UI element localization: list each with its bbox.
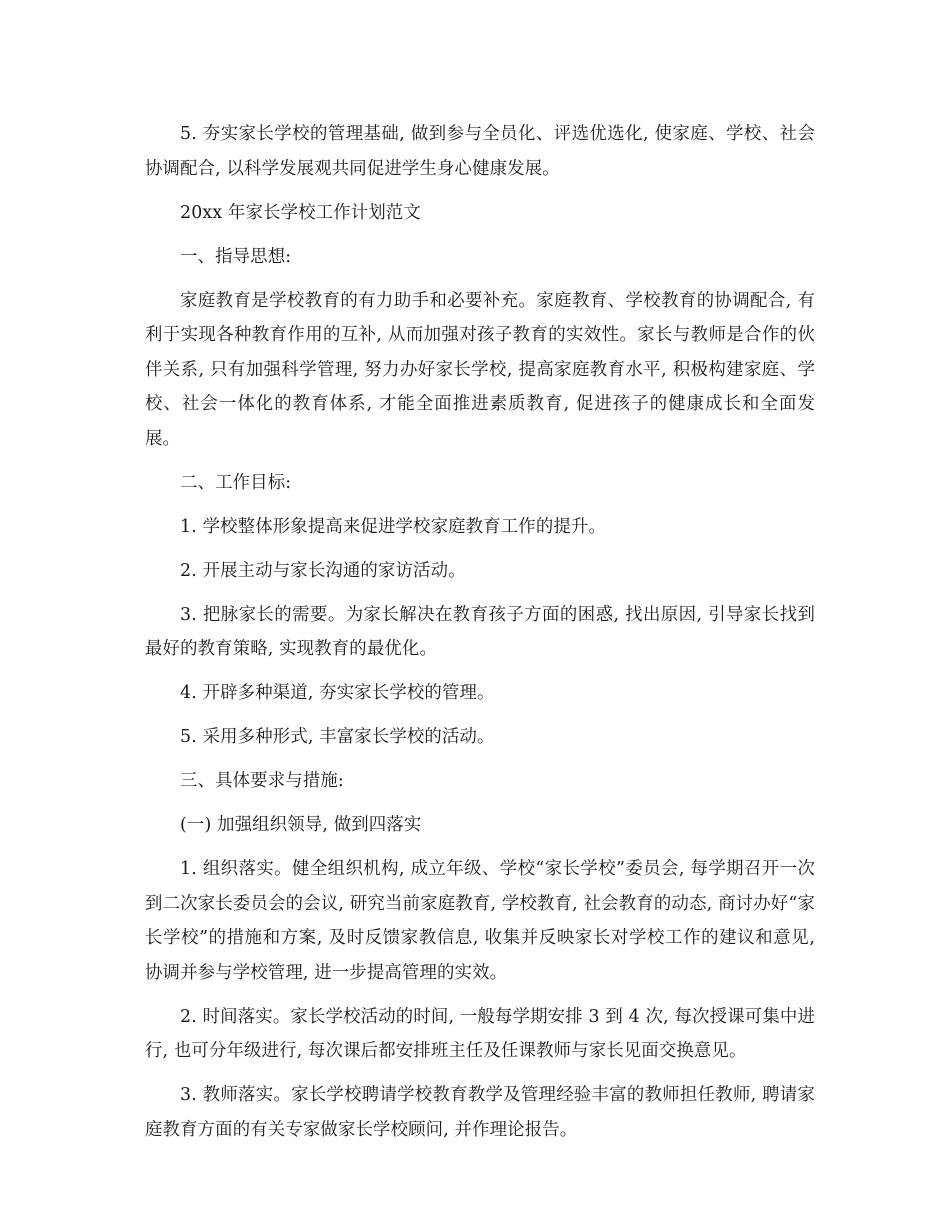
goal-item-2: 2. 开展主动与家长沟通的家访活动。 [180,560,466,581]
goal-item-5: 5. 采用多种形式, 丰富家长学校的活动。 [180,727,495,747]
section-heading-work-goals: 二、工作目标: [180,472,292,493]
paragraph-guiding-ideology: 家庭教育是学校教育的有力助手和必要补充。家庭教育、学校教育的协调配合, 有利于实现各种教育作用的互补, 从而加强对孩子教育的实效性。家长与教师是合作的伙伴关系, 只有加强科学管理, 努力办好家长学校, 提高家庭教育水平, 积极构建家庭、学校、社会一体化的教育体系, 才能全面推进素质教育, 促进孩子的健康成长和全面发展。 [145,290,815,449]
measure-item-1: 1. 组织落实。健全组织机构, 成立年级、学校“家长学校”委员会, 每学期召开一次到二次家长委员会的会议, 研究当前家庭教育, 学校教育, 社会教育的动态, 商讨办好“家长学校”的措施和方案, 及时反馈家教信息, 收集并反映家长对学校工作的建议和意见, 协调并参与学校管理, 进一步提高管理的实效。 [145,859,815,983]
section-heading-requirements: 三、具体要求与措施: [180,771,344,791]
document-title: 20xx 年家长学校工作计划范文 [180,202,421,223]
goal-item-3: 3. 把脉家长的需要。为家长解决在教育孩子方面的困惑, 找出原因, 引导家长找到最好的教育策略, 实现教育的最优化。 [145,604,815,659]
goal-item-4: 4. 开辟多种渠道, 夯实家长学校的管理。 [180,683,495,703]
goal-item-1: 1. 学校整体形象提高来促进学校家庭教育工作的提升。 [180,516,607,537]
paragraph-item-1: 5. 夯实家长学校的管理基础, 做到参与全员化、评选优选化, 使家庭、学校、社会协调配合, 以科学发展观共同促进学生身心健康发展。 [145,124,815,179]
subsection-heading-organization: (一) 加强组织领导, 做到四落实 [180,815,422,835]
document-page [145,117,815,1157]
section-heading-guiding-ideology: 一、指导思想: [180,246,292,267]
measure-item-2: 2. 时间落实。家长学校活动的时间, 一般每学期安排 3 到 4 次, 每次授课可集中进行, 也可分年级进行, 每次课后都安排班主任及任课教师与家长见面交换意见。 [145,1006,815,1061]
measure-item-3: 3. 教师落实。家长学校聘请学校教育教学及管理经验丰富的教师担任教师, 聘请家庭教育方面的有关专家做家长学校顾问, 并作理论报告。 [145,1085,815,1140]
